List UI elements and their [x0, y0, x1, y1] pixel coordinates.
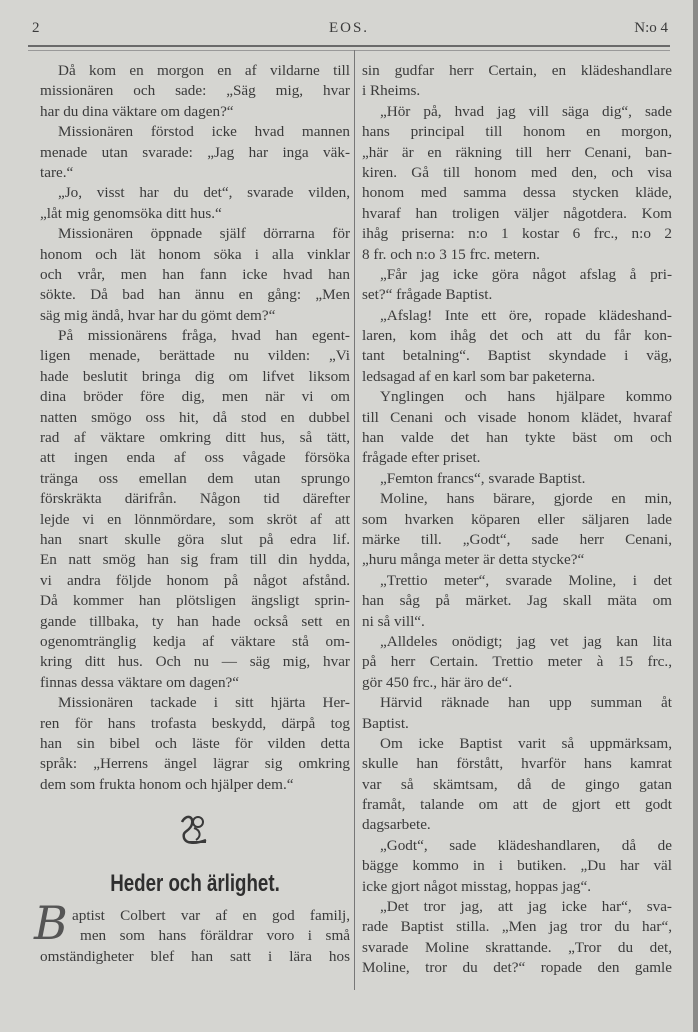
text-line: dem som frukta honom och hjälper dem.“: [40, 775, 294, 793]
text-line: „Det tror jag, att jag icke har“, sva-: [380, 898, 672, 916]
text-line: i Rheims.: [362, 82, 421, 100]
right-column: [362, 61, 672, 979]
paragraph: [40, 61, 350, 122]
text-line: ni så vill“.: [362, 612, 425, 630]
paragraph: [362, 734, 672, 836]
paragraph: [362, 387, 672, 469]
header-rule: [28, 45, 670, 51]
text-line: rad af väktare omkring ditt hus, så tätt,: [40, 429, 350, 447]
text-line: ren för hans trofasta beskydd, därpå tog: [40, 714, 350, 732]
text-line: Då kom en morgon en af vildarne till: [58, 62, 350, 79]
text-line: missionären och sade: „Säg mig, hvar: [40, 82, 350, 100]
issue-number: N:o 4: [634, 20, 668, 36]
text-line: han såg på märket. Jag skall mäta om: [362, 592, 672, 610]
text-line: hvaraf han troligen väljer någotdera. Kom: [362, 204, 672, 222]
paragraph: [362, 632, 672, 693]
text-line: språk: „Herrens ängel lägrar sig omkring: [40, 755, 350, 773]
text-line: lejde vi en lönnmördare, som skröt af att: [40, 510, 350, 528]
text-line: Moline, hans bärare, gjorde en min,: [380, 490, 672, 508]
text-line: ligen menade, berättade nu vilden: „Vi: [40, 347, 350, 365]
text-line: Baptist.: [362, 714, 409, 732]
text-line: kiren. Gå till honom med den, och visa: [362, 163, 672, 181]
text-line: „här är en räkning till herr Cenani, ban-: [362, 143, 672, 161]
text-line: säg mig ändå, hvar har du gömt dem?“: [40, 306, 276, 324]
text-line: Moline, tror du det?“ ropade den gamle: [362, 959, 672, 977]
paragraph: [40, 183, 350, 224]
text-line: att ingen enda af oss vågade försöka: [40, 449, 350, 467]
text-line: „Godt“, sade klädeshandlaren, då de: [380, 836, 672, 854]
text-line: framåt, talande om att de gjort ett godt: [362, 796, 672, 814]
text-line: tränga oss emellan dem utan sprungo: [40, 469, 350, 487]
text-line: ogenomtränglig kedja af väktare stå om-: [40, 632, 350, 650]
text-line: och vrår, men han fann icke hvad han: [40, 265, 350, 283]
text-line: Om icke Baptist varit så uppmärksam,: [380, 734, 672, 752]
text-line: dagsarbete.: [362, 816, 431, 834]
paragraph: [362, 836, 672, 897]
text-line: menade utan svarade: „Jag har inga väk-: [40, 143, 350, 161]
text-line: „Jo, visst har du det“, svarade vilden,: [58, 184, 350, 202]
text-line: sökte. Då bad han ännu en gång: „Men: [40, 286, 350, 304]
paragraph: [362, 897, 672, 979]
text-line: gande tillbaka, ty han hade också sett en: [40, 612, 350, 630]
text-line: hade beslutit bringa dig om lifvet liksom: [40, 367, 350, 385]
text-line: som hvarken köparen eller säljaren lade: [362, 510, 672, 528]
text-line: frågade efter priset.: [362, 449, 481, 467]
paragraph: [40, 326, 350, 693]
left-column: [40, 61, 350, 795]
text-line: „låt mig genomsöka ditt hus.“: [40, 204, 222, 222]
text-line: Ynglingen och hans hjälpare kommo: [380, 388, 672, 406]
text-line: Missionären öppnade själf dörrarna för: [58, 225, 350, 243]
text-line: har du dina väktare om dagen?“: [40, 102, 234, 120]
text-line: „Hör på, hvad jag vill säga dig“, sade: [380, 102, 672, 120]
text-line: icke gjort något misstag, hoppas jag“.: [362, 877, 592, 895]
text-line: tant betalning“. Baptist skyndade i väg,: [362, 347, 672, 365]
column-divider: [354, 50, 355, 990]
text-line: honom och lät honom söka i alla vinklar: [40, 245, 350, 263]
paragraph: [362, 571, 672, 632]
paragraph: [362, 265, 672, 306]
text-line: på herr Certain. Trettio meter à 15 frc.,: [362, 653, 672, 671]
text-line: En natt smög han sig fram till din hydda,: [40, 551, 350, 569]
page-edge: [693, 0, 698, 1032]
text-line: natten smögo oss hit, då stod en dubbel: [40, 408, 350, 426]
text-line: förskräkta därifrån. Någon tid därefter: [40, 490, 350, 508]
page-header: [30, 20, 668, 40]
text-line: bägge kommo in i butiken. „Du har väl: [362, 857, 672, 875]
article-opening: [34, 896, 350, 967]
text-line: skulle han förstått, hvarför hans kamrat: [362, 755, 672, 773]
text-line: var så skämtsam, då de gingo gatan: [362, 775, 672, 793]
text-line: Härvid räknade han upp summan åt: [380, 694, 672, 712]
text-line: han valde det han tykte bäst om och: [362, 429, 672, 447]
text-line: omständigheter blef han satt i lära hos: [40, 947, 350, 965]
paragraph: [40, 224, 350, 326]
drop-cap: B: [34, 896, 68, 950]
paragraph: [362, 489, 672, 571]
text-line: laren, kom ihåg det och att du får kon-: [362, 327, 672, 345]
publication-title: EOS.: [328, 20, 370, 36]
text-line: „Trettio meter“, svarade Moline, i det: [380, 571, 672, 589]
text-line: kring ditt hus. Och nu — säg mig, hvar: [40, 653, 350, 671]
paragraph: [362, 306, 672, 388]
text-line: Missionären tackade i sitt hjärta Her-: [58, 694, 350, 712]
text-line: gör 450 frc., här äro de“.: [362, 673, 513, 691]
article-heading: Heder och ärlighet.: [110, 870, 280, 897]
paragraph: [362, 102, 672, 265]
text-line: tare.“: [40, 163, 74, 181]
paragraph: [362, 469, 672, 489]
text-line: ledsagad af en karl som bar paketerna.: [362, 367, 596, 385]
text-line: set?“ frågade Baptist.: [362, 286, 493, 304]
paragraph: [40, 122, 350, 183]
text-line: han snart skulle göra slut på edra lif.: [40, 530, 350, 548]
text-line: 8 fr. och n:o 3 15 frc. metern.: [362, 245, 540, 263]
text-line: finnas dessa väktare om dagen?“: [40, 673, 240, 691]
ornament-vignette-icon: [176, 812, 212, 848]
text-line: rade Baptist stilla. „Men jag tror du har“,: [362, 918, 672, 936]
text-line: honom med samma dessa stycken kläde,: [362, 184, 672, 202]
text-line: Missionären förstod icke hvad mannen: [58, 123, 350, 141]
text-line: vi andra följde honom på något afstånd.: [40, 571, 350, 589]
paragraph: [362, 61, 672, 102]
text-line: men som hans föräldrar voro i små: [80, 927, 350, 945]
text-line: „Femton francs“, svarade Baptist.: [380, 469, 586, 487]
text-line: „Alldeles onödigt; jag vet jag kan lita: [380, 632, 672, 650]
text-line: han sin bibel och läste för vilden detta: [40, 734, 350, 752]
text-line: Då kommer han plötsligen ängsligt sprin-: [40, 592, 350, 610]
page-number: 2: [32, 20, 40, 36]
text-line: hans principal till honom en morgon,: [362, 123, 672, 141]
text-line: aptist Colbert var af en god familj,: [72, 907, 350, 924]
paragraph: [362, 693, 672, 734]
text-line: ihåg priserna: n:o 1 kostar 6 frc., n:o 2: [362, 225, 672, 243]
text-line: till Cenani och visade honom klädet, hvaraf: [362, 408, 672, 426]
text-line: „Afslag! Inte ett öre, ropade klädeshand-: [380, 306, 672, 324]
paragraph: [40, 693, 350, 795]
text-line: svarade Moline skrattande. „Tror du det,: [362, 938, 672, 956]
text-line: sin gudfar herr Certain, en klädeshandlare: [362, 62, 672, 79]
text-line: märke till. „Godt“, sade herr Cenani,: [362, 530, 672, 548]
text-line: dina bröder före dig, men när vi om: [40, 388, 350, 406]
text-line: På missionärens fråga, hvad han egent-: [58, 327, 350, 345]
text-line: „huru många meter är detta stycke?“: [362, 551, 585, 569]
text-line: „Får jag icke göra något afslag å pri-: [380, 265, 672, 283]
